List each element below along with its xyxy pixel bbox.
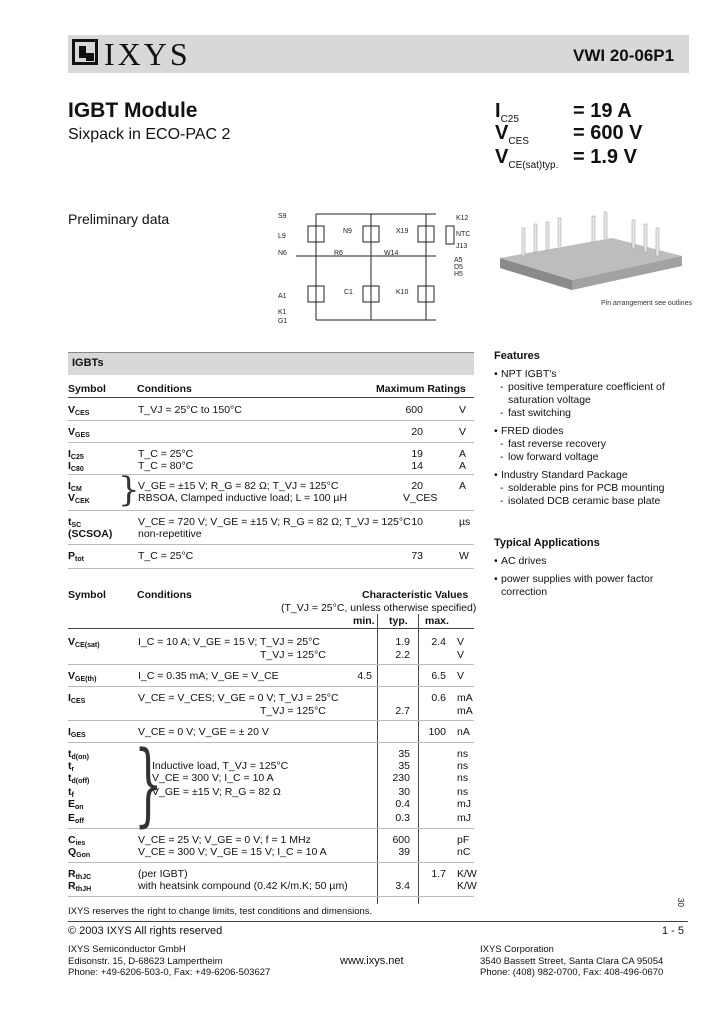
svg-text:D5: D5 [454,264,463,271]
row-divider [68,544,474,545]
row-divider [68,510,474,511]
row-condition: with heatsink compound (0.42 K/m.K; 50 µm) [138,880,348,892]
header-max: max. [425,615,449,627]
feature-bullet: - [500,451,504,463]
row-unit: A [459,460,467,472]
row-unit: ns [457,760,469,772]
feature-item: isolated DCB ceramic base plate [508,495,661,507]
row-value: 73 [411,550,423,562]
row-unit: W [459,550,469,562]
row-symbol: Ptot [68,550,84,563]
symbol-subscript: f [71,792,74,799]
row-condition: I_C = 0.35 mA; V_GE = V_CE [138,670,279,682]
row-symbol: tSC [68,516,82,529]
key-rating-subscript: CE(sat)typ. [508,160,559,171]
row-unit: V [457,636,465,648]
row-symbol: Cies [68,834,86,847]
row-typ: 30 [398,786,410,798]
row-symbol: (SCSOA) [68,528,113,540]
row-divider [68,828,474,829]
row-unit: mJ [457,798,471,810]
key-rating-value: = 600 V [573,122,643,144]
features-heading: Features [494,350,540,362]
svg-text:W14: W14 [384,250,399,257]
row-divider [68,664,474,665]
row-typ: 1.9 [395,636,410,648]
row-max: 0.6 [431,692,446,704]
row-divider [68,686,474,687]
row-condition: I_C = 10 A; V_GE = 15 V; T_VJ = 25°C [138,636,320,648]
symbol-subscript: on [75,804,84,811]
feature-bullet: • [494,425,498,437]
col-divider [418,614,419,904]
row-unit: K/W [457,880,477,892]
key-rating-subscript: CES [508,136,529,147]
row-typ: 0.3 [395,812,410,824]
key-rating-subscript: C25 [500,114,519,125]
row-symbol: RthJH [68,880,92,893]
svg-text:A5: A5 [454,257,463,264]
row-condition: T_C = 25°C [138,550,194,562]
svg-text:K10: K10 [396,289,409,296]
feature-bullet: - [500,495,504,507]
feature-item: fast reverse recovery [508,438,607,450]
symbol-subscript: CE(sat) [75,642,100,649]
header-typ: typ. [389,615,408,627]
symbol-subscript: CEK [75,498,90,505]
symbol-subscript: C25 [70,454,84,461]
symbol-subscript: r [71,766,75,773]
row-symbol: tf [68,786,74,799]
product-subtitle: Sixpack in ECO-PAC 2 [68,126,231,143]
brand-logo: IXYS [104,36,191,72]
row-condition: V_CE = 0 V; V_GE = ± 20 V [138,726,269,738]
feature-item: Industry Standard Package [501,469,628,481]
svg-text:J13: J13 [456,243,468,250]
row-typ: 2.2 [395,649,410,661]
left-address: IXYS Semiconductor GmbH Edisonstr. 15, D-68623 Lampertheim Phone: +49-6206-503-0, Fax: +49-6206-503627 [68,944,271,978]
row-symbol: VGE(th) [68,670,97,683]
module-photo [492,198,688,298]
row-unit: V [459,404,467,416]
key-rating-value: = 1.9 V [573,146,637,168]
row-condition: non-repetitive [138,528,202,540]
table-rule [68,628,474,629]
row-value: 20 [411,480,423,492]
row-value: 20 [411,426,423,438]
row-symbol: IC25 [68,448,84,461]
application-item: AC drives [501,555,547,567]
row-symbol: QGon [68,846,91,859]
svg-text:K12: K12 [456,215,469,222]
symbol-subscript: thJH [75,886,92,893]
symbol-subscript: CES [75,410,90,417]
feature-item: saturation voltage [508,394,591,406]
photo-caption: Pin arrangement see outlines [601,300,693,307]
header-min: min. [353,615,375,627]
applications-heading: Typical Applications [494,537,600,549]
row-symbol: VGES [68,426,90,439]
row-symbol: RthJC [68,868,92,881]
part-number: VWI 20-06P1 [573,46,675,65]
symbol-subscript: d(on) [71,754,89,761]
row-condition: Inductive load, T_VJ = 125°C [152,760,289,772]
row-unit: V [457,670,465,682]
svg-text:X19: X19 [396,228,409,235]
row-value: 14 [411,460,423,472]
row-symbol: ICES [68,692,86,705]
header-note: (T_VJ = 25°C, unless otherwise specified) [281,602,477,614]
application-bullet: • [494,573,498,585]
row-symbol: VCES [68,404,90,417]
symbol-subscript: ies [75,840,86,847]
feature-bullet: - [500,381,504,393]
row-unit: K/W [457,868,477,880]
svg-text:K1: K1 [278,309,287,316]
row-divider [68,896,474,897]
symbol-subscript: d(off) [71,778,90,785]
row-unit: V [457,649,465,661]
row-value: 19 [411,448,423,460]
pin-label: S9 [278,213,287,220]
header-conditions: Conditions [137,383,192,395]
symbol-subscript: tot [75,556,84,563]
feature-item: fast switching [508,407,572,419]
row-typ: 600 [392,834,410,846]
feature-item: positive temperature coefficient of [508,381,665,393]
row-unit: mA [457,705,473,717]
svg-text:C1: C1 [344,289,353,296]
row-condition: V_GE = ±15 V; R_G = 82 Ω; T_VJ = 125°C [138,480,339,492]
row-unit: ns [457,786,469,798]
row-symbol: IGES [68,726,86,739]
row-min: 4.5 [357,670,372,682]
row-unit: ns [457,748,469,760]
header-symbol: Symbol [68,589,106,601]
row-unit: nC [457,846,471,858]
symbol-subscript: GES [75,432,90,439]
row-divider [68,720,474,721]
brace: } [118,470,140,510]
svg-text:L9: L9 [278,233,286,240]
page-number: 1 - 5 [662,925,685,937]
feature-bullet: - [500,407,504,419]
row-unit: nA [457,726,470,738]
symbol-subscript: GE(th) [75,676,97,683]
row-value: V_CES [403,492,438,504]
row-unit: mJ [457,812,471,824]
key-rating-value: = 19 A [573,100,632,122]
svg-text:N6: N6 [278,250,287,257]
row-condition: V_CE = V_CES; V_GE = 0 V; T_VJ = 25°C [138,692,339,704]
row-max: 2.4 [431,636,446,648]
row-symbol: td(off) [68,772,90,785]
row-max: 6.5 [431,670,446,682]
side-code: 30 [675,898,685,907]
feature-item: FRED diodes [501,425,564,437]
disclaimer: IXYS reserves the right to change limits, test conditions and dimensions. [68,906,373,917]
row-unit: µs [459,516,471,528]
row-condition: V_GE = ±15 V; R_G = 82 Ω [152,786,281,798]
row-symbol: Eon [68,798,84,811]
row-symbol: VCEK [68,492,90,505]
row-unit: A [459,448,467,460]
row-max: 1.7 [431,868,446,880]
row-max: 100 [428,726,446,738]
symbol-subscript: thJC [75,874,92,881]
row-condition: T_C = 25°C [138,448,194,460]
row-symbol: IC80 [68,460,84,473]
svg-text:G1: G1 [278,318,288,325]
symbol-subscript: off [75,818,84,825]
row-divider [68,862,474,863]
key-rating-symbol: $V_{CES}$ [495,122,529,147]
row-symbol: ICM [68,480,82,493]
igbt-section-bar [68,352,474,375]
row-condition: T_VJ = 125°C [260,649,326,661]
row-symbol: VCE(sat) [68,636,100,649]
row-divider [68,442,474,443]
row-divider [68,420,474,421]
svg-text:H5: H5 [454,271,463,278]
feature-bullet: - [500,482,504,494]
row-unit: mA [457,692,473,704]
key-rating-symbol: $V_{CE(sat)typ.}$ [495,146,559,171]
header-max-ratings: Maximum Ratings [376,383,466,395]
website-link[interactable]: www.ixys.net [340,955,404,967]
col-divider [377,614,378,904]
svg-text:R6: R6 [334,250,343,257]
application-bullet: • [494,555,498,567]
row-condition: V_CE = 25 V; V_GE = 0 V; f = 1 MHz [138,834,311,846]
row-condition: RBSOA, Clamped inductive load; L = 100 µH [138,492,348,504]
right-address: IXYS Corporation 3540 Bassett Street, Santa Clara CA 95054 Phone: (408) 982-0700, Fax: 408-496-0670 [480,944,664,978]
row-condition: (per IGBT) [138,868,188,880]
header-characteristic: Characteristic Values [362,589,469,601]
symbol-subscript: CM [70,486,82,493]
row-divider [68,568,474,569]
row-condition: T_VJ = 125°C [260,705,326,717]
row-divider [68,742,474,743]
row-symbol: tr [68,760,75,773]
feature-bullet: • [494,368,498,380]
circuit-diagram [276,208,476,328]
row-value: 600 [405,404,423,416]
symbol-subscript: SC [71,522,82,529]
row-typ: 230 [392,772,410,784]
row-unit: ns [457,772,469,784]
symbol-subscript: GES [70,732,86,739]
symbol-subscript: CES [70,698,86,705]
svg-text:NTC: NTC [456,231,471,238]
table-rule [68,397,474,398]
row-typ: 35 [398,760,410,772]
header-symbol: Symbol [68,383,106,395]
preliminary-label: Preliminary data [68,211,170,227]
svg-text:A1: A1 [278,293,287,300]
row-condition: V_CE = 300 V; I_C = 10 A [152,772,274,784]
application-item: power supplies with power factor [501,573,654,585]
feature-bullet: - [500,438,504,450]
row-value: 10 [411,516,423,528]
row-typ: 3.4 [395,880,410,892]
footer-rule [68,921,688,922]
feature-item: solderable pins for PCB mounting [508,482,665,494]
row-symbol: Eoff [68,812,84,825]
header-conditions: Conditions [137,589,192,601]
row-condition: T_VJ = 25°C to 150°C [138,404,242,416]
row-condition: T_C = 80°C [138,460,194,472]
row-symbol: td(on) [68,748,89,761]
symbol-subscript: C80 [70,466,84,473]
row-unit: pF [457,834,470,846]
row-typ: 39 [398,846,410,858]
feature-item: low forward voltage [508,451,599,463]
svg-text:N9: N9 [343,228,352,235]
row-condition: V_CE = 300 V; V_GE = 15 V; I_C = 10 A [138,846,327,858]
product-title: IGBT Module [68,99,198,122]
row-unit: A [459,480,467,492]
row-typ: 0.4 [395,798,410,810]
section-title: IGBTs [72,357,104,369]
copyright: © 2003 IXYS All rights reserved [68,925,223,937]
feature-bullet: • [494,469,498,481]
feature-item: NPT IGBT's [501,368,557,380]
row-unit: V [459,426,467,438]
row-typ: 2.7 [395,705,410,717]
brace: } [134,732,163,837]
row-condition: V_CE = 720 V; V_GE = ±15 V; R_G = 82 Ω; T_VJ = 125°C [138,516,411,528]
application-item: correction [501,586,548,598]
symbol-subscript: Gon [76,852,91,859]
ixys-logo-icon [72,39,98,65]
key-rating-symbol: $I_{C25}$ [495,100,519,125]
row-typ: 35 [398,748,410,760]
